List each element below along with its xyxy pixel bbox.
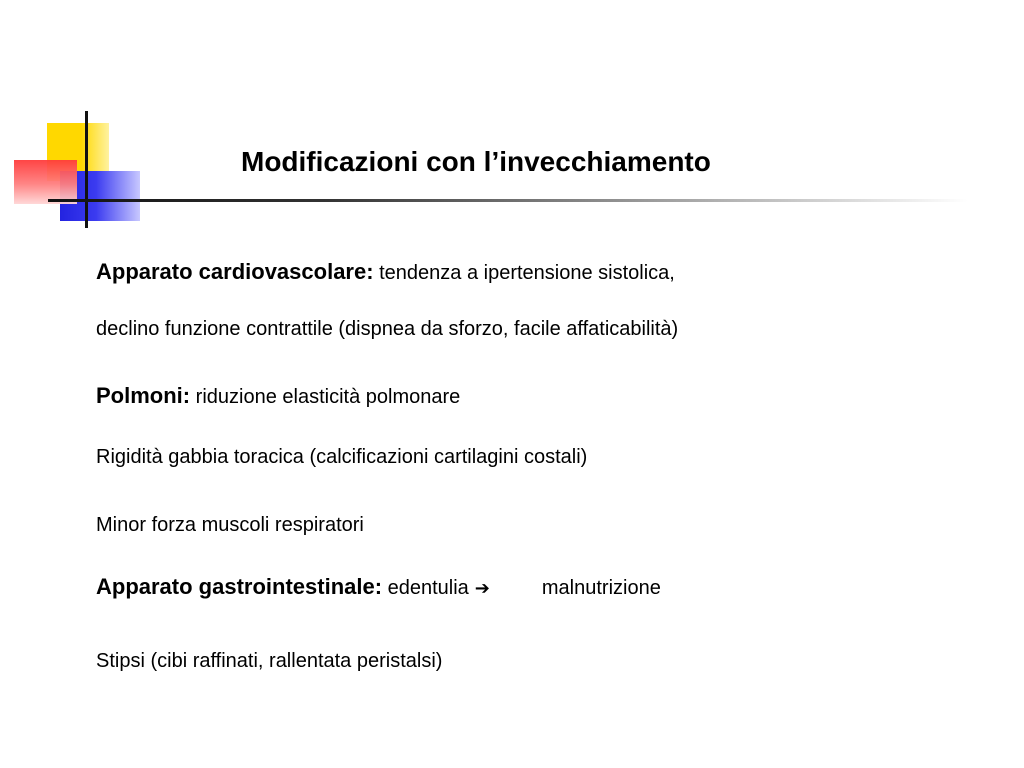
text-cardiovascular: tendenza a ipertensione sistolica,	[373, 262, 675, 284]
line-cardiovascular	[96, 259, 675, 285]
line-thoracic-rigidity: Rigidità gabbia toracica (calcificazioni cartilagini costali)	[96, 446, 588, 468]
slide-title: Modificazioni con l’invecchiamento	[241, 146, 711, 177]
heading-cardiovascular: Apparato cardiovascolare:	[96, 259, 374, 284]
red-square-decoration	[14, 160, 77, 204]
heading-lungs: Polmoni:	[96, 383, 191, 408]
title-underline	[48, 199, 968, 202]
arrow-right-icon: ➔	[474, 578, 490, 598]
text-lungs: riduzione elasticità polmonare	[190, 386, 461, 408]
line-constipation: Stipsi (cibi raffinati, rallentata peristalsi)	[96, 650, 443, 672]
text-edentulia: edentulia	[382, 577, 469, 599]
line-lungs	[96, 383, 460, 409]
text-malnutrition: malnutrizione	[541, 577, 661, 599]
line-gastrointestinal	[96, 574, 661, 600]
line-contractile-decline: declino funzione contrattile (dispnea da sforzo, facile affaticabilità)	[96, 318, 679, 340]
line-respiratory-muscles: Minor forza muscoli respiratori	[96, 514, 364, 536]
heading-gastrointestinal: Apparato gastrointestinale:	[96, 574, 383, 599]
vertical-rule	[85, 111, 88, 228]
